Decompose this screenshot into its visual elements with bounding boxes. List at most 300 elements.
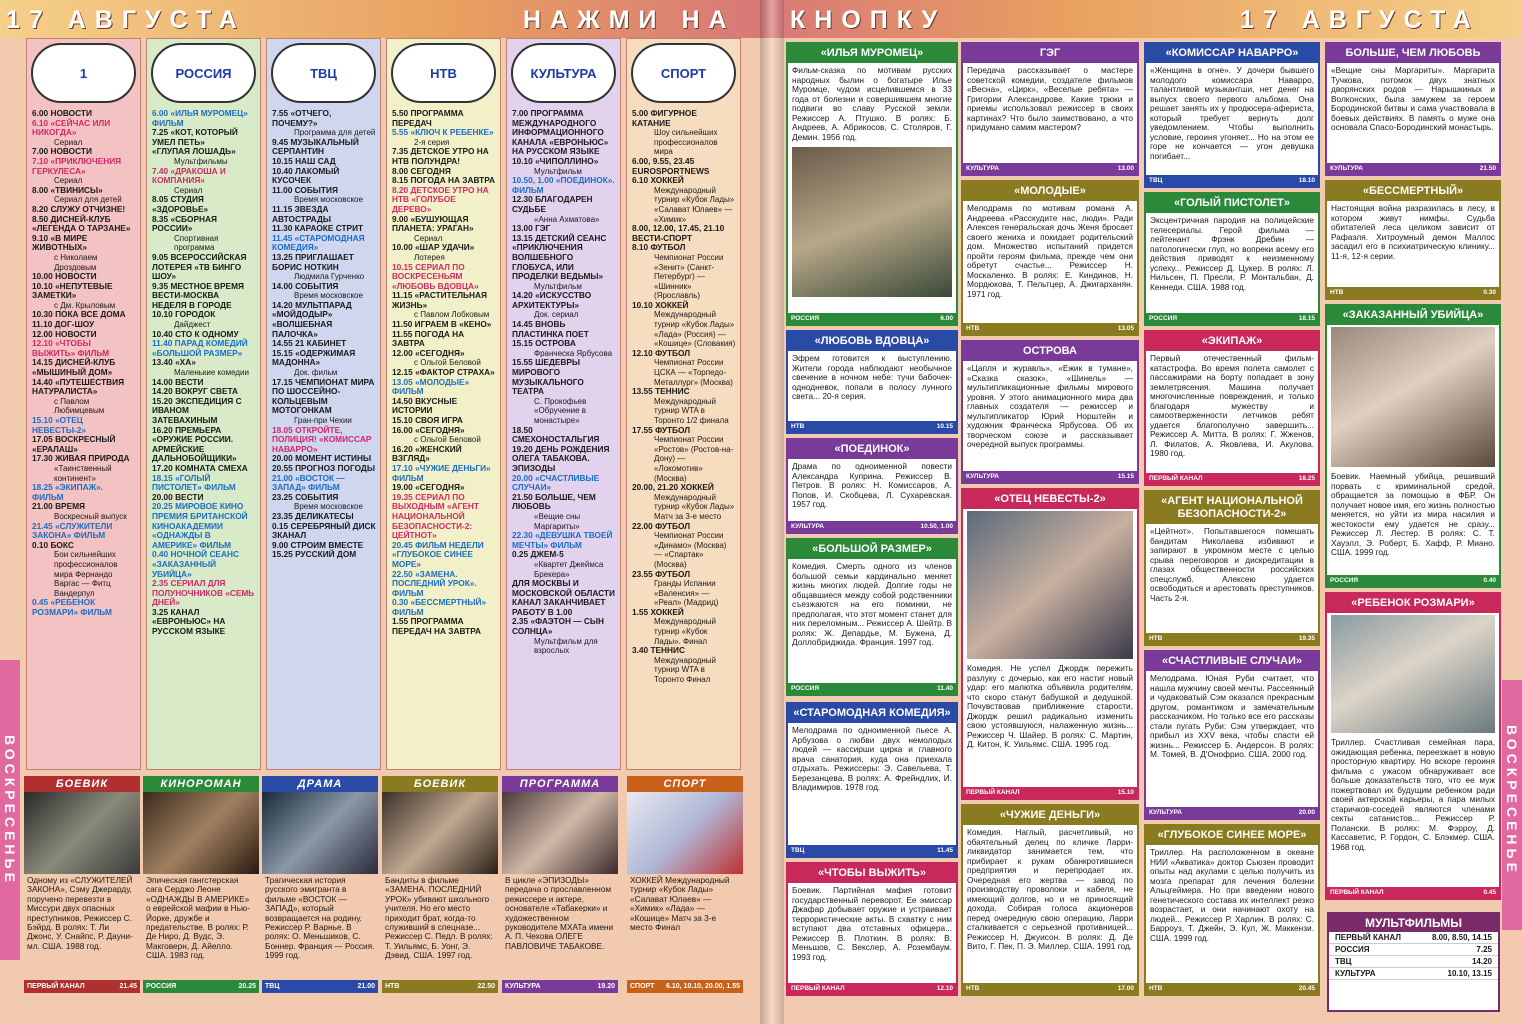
slogan-right: КНОПКУ	[790, 6, 947, 34]
channel-logo: КУЛЬТУРА	[511, 43, 616, 103]
program-item: 11.55 ПОГОДА НА ЗАВТРА	[392, 328, 465, 349]
program-item: 17.20 КОМНАТА СМЕХА	[152, 462, 248, 473]
genre-photo	[24, 792, 140, 874]
program-item: 18.15 «ГОЛЫЙ ПИСТОЛЕТ» ФИЛЬМ	[152, 472, 236, 493]
program-list	[507, 107, 620, 656]
card-title: «МОЛОДЫЕ»	[963, 182, 1137, 201]
program-item: 8.35 «СБОРНАЯ РОССИИ»	[152, 213, 217, 234]
program-note: с Ольгой Беловой	[414, 435, 481, 445]
program-item: 14.20 ВОКРУГ СВЕТА	[152, 386, 239, 397]
channel-logo: 1	[31, 43, 136, 103]
card-ekipazh	[1144, 330, 1320, 486]
card-text: Драма по одноименной повести Александра Куприна. Режиссер В. Петров. В ролях: Н. Комиссаров, А. Попов, И. Скобцева, Л. Сухаревская. 1957 год.	[792, 461, 952, 509]
card-text: Триллер. Счастливая семейная пара, ожидающая ребенка, переезжает в новую просторную квартиру. Но вскоре героиня фильма с ужасом обнаруживает все больше доказательств того, что ее муж пожертвовал их будущим ребенком ради своей актерской карьеры, а пара милых старичков-соседей являются членами секты сатанистов... Режиссер Р. Полански. В ролях: М. Фэрроу, Д. Кассаветис, Р. Гордон, С. Блэкмер. США. 1968 год.	[1331, 737, 1495, 852]
program-item: 1.55 ПРОГРАММА ПЕРЕДАЧ НА ЗАВТРА	[392, 616, 481, 637]
program-list	[27, 107, 140, 617]
card-text: Мелодрама по одноименной пьесе А. Арбузова о любви двух немолодых людей — кассирши цирка и главного врача санатория, куда она приехала отдыхать. Режиссеры: Э. Савельева, Т. Березанцева. В ролях: А. Фрейндлих, И. Владимиров. 1978 год.	[792, 725, 952, 792]
card-channel: ТВЦ	[1149, 177, 1163, 184]
genre-photo	[382, 792, 498, 874]
program-item: 6.00, 9.55, 23.45 EUROSPORTNEWS	[632, 155, 710, 176]
card-poedinok	[786, 438, 958, 534]
card-channel: НТВ	[1149, 635, 1163, 642]
program-item: 15.25 РУССКИЙ ДОМ	[272, 549, 357, 560]
program-note: «Квартет Джеймса Брекера»	[534, 559, 604, 579]
program-item: 6.00 «ИЛЬЯ МУРОМЕЦ» ФИЛЬМ	[152, 108, 248, 128]
genre-label: ДРАМА	[262, 776, 378, 792]
card-time: 20.45	[1298, 985, 1315, 992]
card-otec-nevesty	[961, 488, 1139, 800]
program-note: Сериал	[54, 176, 83, 186]
multfilms-title: МУЛЬТФИЛЬМЫ	[1329, 914, 1498, 932]
genre-channel: НТВ	[385, 983, 400, 990]
program-item: 21.45 «СЛУЖИТЕЛИ ЗАКОНА» ФИЛЬМ	[32, 520, 113, 541]
multfilms-row	[1329, 968, 1498, 980]
genre-photo	[262, 792, 378, 874]
program-item: 7.10 «ПРИКЛЮЧЕНИЯ ГЕРКУЛЕСА»	[32, 155, 122, 176]
program-item: 10.40 СТО К ОДНОМУ	[152, 328, 239, 339]
program-item: 13.55 ТЕННИС	[632, 386, 690, 397]
multfilms-channel: РОССИЯ	[1335, 945, 1370, 954]
card-rebenok-rozmari	[1325, 592, 1501, 900]
genre-footer	[24, 980, 140, 993]
program-item: 10.10 ГОРОДОК	[152, 309, 216, 320]
card-staromodnaya	[786, 702, 958, 858]
program-item: 20.55 ПРОГНОЗ ПОГОДЫ	[272, 462, 375, 473]
program-item: 20.00 «СЧАСТЛИВЫЕ СЛУЧАИ»	[512, 472, 600, 493]
program-item: 5.00 ФИГУРНОЕ КАТАНИЕ	[632, 108, 697, 128]
card-title: «ЗАКАЗАННЫЙ УБИЙЦА»	[1327, 306, 1499, 325]
program-item: 9.35 МЕСТНОЕ ВРЕМЯ ВЕСТИ-МОСКВА НЕДЕЛЯ В ГОРОДЕ	[152, 280, 244, 310]
program-item: 13.05 «МОЛОДЫЕ» ФИЛЬМ	[392, 376, 470, 397]
card-ostrova	[961, 340, 1139, 484]
card-title: «ЧТОБЫ ВЫЖИТЬ»	[788, 864, 956, 883]
program-item: 11.10 ДОГ-ШОУ	[32, 319, 95, 330]
program-note: Международный турнир «Кубок Лады» Матч за 3-е место	[654, 492, 735, 521]
card-text: «Цейтнот». Попытавшегося помешать бандитам Николаева избивают и запирают в укромном месте с целью срыва переговоров и дискредитации в глазах общественности российских спецслужб. Алексею удается освободиться и арестовать преступников. Часть 2-я.	[1150, 526, 1314, 603]
genre-text: В цикле «ЭПИЗОДЫ» передача о прославленном режиссере и актере, основателе «Табакерки» и художественном руководителе МХАТа имени А. П. Чехова ОЛЕГЕ ПАВЛОВИЧЕ ТАБАКОВЕ.	[505, 875, 614, 951]
program-list	[387, 107, 500, 637]
genre-time: 22.50	[477, 983, 495, 990]
card-channel: КУЛЬТУРА	[966, 473, 999, 480]
program-item: 9.10 «В МИРЕ ЖИВОТНЫХ»	[32, 232, 88, 253]
program-note: Бои сильнейших профессионалов мира Фернандо Варгас — Фитц Вандерпул	[54, 550, 118, 598]
program-item: 8.15 ПОГОДА НА ЗАВТРА	[392, 175, 496, 186]
card-gag	[961, 42, 1139, 176]
program-note: Шоу сильнейших профессионалов мира	[654, 128, 718, 157]
card-golyy-pistolet	[1144, 192, 1320, 326]
genre-label: БОЕВИК	[24, 776, 140, 792]
card-title: «БОЛЬШОЙ РАЗМЕР»	[788, 540, 956, 559]
card-text: Боевик. Партийная мафия готовит государственный переворот. Ее эмиссар Джафар добывает оружие и устраивает террористические акты. В схватку с ним вступают два отставных офицера... Режиссер В. Плоткин. В ролях: В. Меньшов, С. Векслер, А. Розембаум. 1993 год.	[792, 885, 952, 962]
program-item: 8.20 ДЕТСКОЕ УТРО НА НТВ «ГОЛУБОЕ ДЕРЕВО»	[392, 184, 489, 214]
card-title: «ГЛУБОКОЕ СИНЕЕ МОРЕ»	[1146, 826, 1318, 845]
card-channel: НТВ	[1330, 289, 1344, 296]
program-item: 8.00 «ТВИНИСЫ»	[32, 184, 103, 195]
channel-column	[26, 38, 141, 770]
program-item: 3.25 КАНАЛ «ЕВРОНЬЮС» НА РУССКОМ ЯЗЫКЕ	[152, 606, 226, 637]
program-item: 19.00 «СЕГОДНЯ»	[392, 482, 465, 493]
program-note: Сериал для детей	[54, 195, 122, 205]
channel-logo: ТВЦ	[271, 43, 376, 103]
movie-still-photo	[1331, 615, 1495, 733]
genre-label: КИНОРОМАН	[143, 776, 259, 792]
program-item: 10.00 «ШАР УДАЧИ»	[392, 242, 475, 253]
program-item: 8.20 СЛУЖУ ОТЧИЗНЕ!	[32, 203, 126, 214]
card-text: Мелодрама по мотивам романа А. Андреева «Расскудите нас, люди». Ради Алексея генеральская дочь Женя бросает своего жениха и покидает родительский дом. Множество испытаний придется пройти героям фильма, прежде чем они обретут счастье... Режиссер Н. Москаленко. В ролях: Е. Киндинов, Н. Мордюкова, Т. Пельтцер, А. Джигарханян. 1971 год.	[967, 203, 1133, 299]
program-item: 6.10 ХОККЕЙ	[632, 175, 684, 186]
card-time: 11.45	[937, 847, 953, 854]
card-text: «Женщина в огне». У дочери бывшего молодого комиссара Наварро, талантливой музыкантши, нет денег на выпуск своего первого альбома. Она решает занять их у продюсера-афериста, который требует вернуть долг уведомлением. Чтобы выполнить условие, героиня угоняет... Но на этом ее горе не кончается — угон девушка погибает...	[1150, 65, 1314, 161]
program-item: 21.00 ВРЕМЯ	[32, 501, 86, 512]
card-time: 17.00	[1117, 985, 1134, 992]
card-time: 15.10	[1117, 789, 1134, 796]
movie-still-photo	[792, 147, 952, 297]
program-item: 1.55 ХОККЕЙ	[632, 606, 684, 617]
card-time: 18.25	[1298, 475, 1315, 482]
program-item: 10.10 «ЧИПОЛЛИНО»	[512, 155, 599, 166]
program-item: 14.00 ВЕСТИ	[152, 376, 204, 387]
program-item: 8.10 ФУТБОЛ	[632, 242, 686, 253]
movie-still-photo	[1331, 327, 1495, 467]
program-note: Программа для детей	[294, 128, 376, 138]
card-text: Настоящая война разразилась в лесу, в котором живут нимфы. Судьба обитателей леса целиком зависит от Рафаэля. Хитроумный демон Маллос засадил его в психиатрическую клинику... 11-я, 12-я серии.	[1331, 203, 1495, 261]
program-item: 12.00 «СЕГОДНЯ»	[392, 347, 465, 358]
program-note: Время московское	[294, 195, 363, 205]
channel-logo: РОССИЯ	[151, 43, 256, 103]
card-channel: ПЕРВЫЙ КАНАЛ	[966, 789, 1020, 796]
card-time: 12.10	[936, 985, 953, 992]
program-item: ДЛЯ МОСКВЫ И МОСКОВСКОЙ ОБЛАСТИ КАНАЛ ЗАКАНЧИВАЕТ РАБОТУ В 1.00	[512, 578, 615, 617]
program-note: Чемпионат России «Зенит» (Санкт-Петербург) — «Шинник» (Ярославль)	[654, 252, 724, 301]
card-title: «ОТЕЦ НЕВЕСТЫ-2»	[963, 490, 1137, 509]
program-item: 20.25 МИРОВОЕ КИНО ПРЕМИЯ БРИТАНСКОЙ КИНОАКАДЕМИИ «ОДНАЖДЫ В АМЕРИКЕ» ФИЛЬМ	[152, 501, 248, 550]
card-text: Эксцентричная пародия на полицейские телесериалы. Герой фильма — лейтенант Фрэнк Дребин — патологически глуп, но вопреки всему его действия приводят к неизменному успеху... Режиссер Д. Цукер. В ролях: Л. Нильсен, П. Пресли, Р. Монтальбан, Д. Кеннеди. США. 1988 год.	[1150, 215, 1314, 292]
program-note: «Вещие сны Маргариты»	[534, 511, 581, 531]
multfilms-row	[1329, 944, 1498, 956]
card-text: Комедия. Смерть одного из членов большой семьи кардинально меняет жизнь многих людей. Долгие годы не общавшиеся между собой родственники съезжаются на его поминки, не предполагая, что этот момент станет для них переломным... Режиссер А. Шейтр. В ролях: Ж. Депардье, М. Бужена, Д. Доллобриджида. Франция. 1997 год.	[792, 561, 952, 647]
program-note: Мультфильмы	[174, 156, 228, 166]
program-item: 11.30 КАРАОКЕ СТРИТ	[272, 223, 364, 234]
program-item: 19.35 СЕРИАЛ ПО ВЫХОДНЫМ «АГЕНТ НАЦИОНАЛЬНОЙ БЕЗОПАСНОСТИ-2: ЦЕЙТНОТ»	[392, 491, 479, 541]
program-item: 10.15 НАШ САД	[272, 155, 336, 166]
card-time: 0.30	[1483, 289, 1496, 296]
card-time: 6.00	[940, 315, 953, 322]
program-item: 12.10 ФУТБОЛ	[632, 347, 691, 358]
program-note: Международный турнир WTA в Торонто 1/2 финала	[654, 396, 729, 425]
side-word-left: ВОСКРЕСЕНЬЕ	[2, 734, 18, 886]
card-channel: РОССИЯ	[1330, 577, 1359, 584]
program-item: 9.45 МУЗЫКАЛЬНЫЙ СЕРПАНТИН	[272, 136, 359, 157]
program-note: Спортивная программа	[174, 233, 219, 253]
card-time: 10.50, 1.00	[920, 523, 953, 530]
program-item: 13.00 ГЭГ	[512, 223, 551, 234]
multfilms-channel: ТВЦ	[1335, 957, 1352, 966]
card-chtoby-vyzhit	[786, 862, 958, 996]
genre-footer	[627, 980, 743, 993]
program-item: 0.15 СЕРЕБРЯНЫЙ ДИСК	[272, 520, 376, 531]
genre-text: Одному из «СЛУЖИТЕЛЕЙ ЗАКОНА», Сэму Джерарду, поручено перевезти в Миссури двух опасных преступников. Режиссер С. Бэйрд. В ролях: Т. Ли Джонс, У. Снайпс, Р. Дауни-мл. США. 1988 год.	[27, 875, 133, 951]
multfilms-channel: ПЕРВЫЙ КАНАЛ	[1335, 933, 1401, 942]
program-item: 20.00 ВЕСТИ	[152, 491, 204, 502]
program-list	[627, 107, 740, 685]
program-note: Международный турнир «Кубок Лады» «Салават Юлаев» — «Химик»	[654, 185, 735, 224]
program-item: 10.10 «НЕПУТЕВЫЕ ЗАМЕТКИ»	[32, 280, 113, 301]
program-note: Сериал	[54, 137, 83, 147]
program-item: 5.55 «КЛЮЧ К РЕБЕНКЕ»	[392, 127, 494, 138]
program-note: Лотерея	[414, 252, 445, 262]
program-note: Док. фильм	[294, 368, 338, 378]
card-title: «ЭКИПАЖ»	[1146, 332, 1318, 351]
card-time: 21.50	[1479, 165, 1496, 172]
program-item: 19.20 ДЕНЬ РОЖДЕНИЯ ОЛЕГА ТАБАКОВА. ЭПИЗОДЫ	[512, 443, 610, 473]
multfilms-time: 14.20	[1471, 957, 1492, 966]
genre-label: БОЕВИК	[382, 776, 498, 792]
card-text: Мелодрама. Юная Руби считает, что нашла мужчину своей мечты. Рассеянный и чудаковатый Сэм оказался прекрасным другом, романтиком и замечательным рассказчиком. Но только все его рассказы стали пугать Руби: Сэм утверждает, что прибыл из XXV века, чтобы спасти ей жизнь... Режиссер Б. Андерсон. В ролях: М. Томей, В. Д'Онофрио. США. 2000 год.	[1150, 673, 1314, 759]
program-item: 8.00 СЕГОДНЯ	[392, 165, 451, 176]
program-note: с Дм. Крыловым	[54, 300, 116, 310]
multfilms-time: 8.00, 8.50, 14.15	[1431, 933, 1492, 942]
program-item: 23.35 ДЕЛИКАТЕСЫ	[272, 510, 354, 521]
card-title: «ИЛЬЯ МУРОМЕЦ»	[788, 44, 956, 63]
card-time: 0.45	[1483, 889, 1496, 896]
card-title: ГЭГ	[963, 44, 1137, 63]
card-channel: КУЛЬТУРА	[1149, 809, 1182, 816]
card-time: 15.15	[1117, 473, 1134, 480]
multfilms-row	[1329, 932, 1498, 944]
card-title: «РЕБЕНОК РОЗМАРИ»	[1327, 594, 1499, 613]
card-bolshe-chem-lyubov	[1325, 42, 1501, 176]
program-item: 2.35 СЕРИАЛ ДЛЯ ПОЛУНОЧНИКОВ «СЕМЬ ДНЕЙ»	[152, 578, 255, 608]
program-item: 7.35 ДЕТСКОЕ УТРО НА НТВ ПОЛУНДРА!	[392, 146, 489, 166]
card-text: «Цапля и журавль», «Ежик в тумане», «Сказка сказок», «Шинель» — мультипликационные фильмы мирового уровня. У этого анимационного мира два главных создателя — режиссер и мультипликатор Юрий Норштейн и художник Франческа Ярбусова. Об их творческом союзе и рассказывает очередной выпуск программы.	[967, 363, 1133, 449]
card-bolshoy-razmer	[786, 538, 958, 696]
card-channel: НТВ	[791, 423, 805, 430]
program-item: 16.20 «ЖЕНСКИЙ ВЗГЛЯД»	[392, 443, 462, 464]
program-item: 0.10 БОКС	[32, 539, 74, 550]
program-item: 15.20 ЭКСПЕДИЦИЯ С ИВАНОМ ЗАТЕВАХИНЫМ	[152, 395, 242, 425]
card-chuzhie-dengi	[961, 804, 1139, 996]
genre-time: 21.00	[357, 983, 375, 990]
program-item: 8.05 СТУДИЯ «ЗДОРОВЬЕ»	[152, 194, 209, 214]
program-note: с Ольгой Беловой	[414, 358, 481, 368]
card-channel: НТВ	[1149, 985, 1163, 992]
genre-text: Трагическая история русского эмигранта в фильме «ВОСТОК — ЗАПАД», который возвращается на родину. Режиссер Р. Варнье. В ролях: О. Меньшиков, С. Боннер. Франция — Россия. 1999 год.	[265, 875, 375, 961]
card-glubokoe-more	[1144, 824, 1320, 996]
genre-text: Бандиты в фильме «ЗАМЕНА. ПОСЛЕДНИЙ УРОК» убивают школьного учителя. Но его место приходит брат, когда-то служивший в спецназе... Режиссер С. Педл. В ролях: Т. Уильямс, Б. Уонг, Э. Дэвид. США. 1997 год.	[385, 875, 493, 961]
program-item: 21.00 «ВОСТОК — ЗАПАД» ФИЛЬМ	[272, 472, 345, 493]
genre-text: ХОККЕЙ Международный турнир «Кубок Лады» «Салават Юлаев» — «Химик» «Лада» — «Кошице» Матч за 3-е место Финал	[630, 875, 730, 933]
card-title: «СТАРОМОДНАЯ КОМЕДИЯ»	[788, 704, 956, 723]
program-note: 2-я серия	[414, 137, 450, 147]
card-time: 11.40	[937, 685, 953, 692]
card-channel: ПЕРВЫЙ КАНАЛ	[1330, 889, 1384, 896]
program-item: 8.50 ДИСНЕЙ-КЛУБ «ЛЕГЕНДА О ТАРЗАНЕ»	[32, 213, 131, 234]
card-title: ОСТРОВА	[963, 342, 1137, 361]
card-time: 13.00	[1117, 165, 1134, 172]
card-channel: РОССИЯ	[791, 315, 820, 322]
program-note: Воскресный выпуск	[54, 511, 127, 521]
program-item: 11.45 «СТАРОМОДНАЯ КОМЕДИЯ»	[272, 232, 365, 253]
multfilms-row	[1329, 956, 1498, 968]
program-item: 9.05 ВСЕРОССИЙСКАЯ ЛОТЕРЕЯ «ТВ БИНГО ШОУ»	[152, 251, 247, 282]
program-item: 0.45 «РЕБЕНОК РОЗМАРИ» ФИЛЬМ	[32, 597, 112, 617]
program-item: 13.25 ПРИГЛАШАЕТ БОРИС НОТКИН	[272, 251, 354, 272]
program-note: Гранды Испании «Валенсия» — «Реал» (Мадрид)	[654, 579, 719, 608]
card-title: «БЕССМЕРТНЫЙ»	[1327, 182, 1499, 201]
card-channel: НТВ	[966, 325, 980, 332]
card-text: Комедия. Наглый, расчетливый, но обаятельный делец по кличке Ларри-ликвидатор занимается тем, что прибирает к рукам обанкротившиеся предприятия и перепродает их. Очередная его жертва — завод по производству проволоки и кабеля, не имеющий долгов, но и не приносящий дохода. Собирая голоса акционеров перед очередную свою операцию, Ларри сталкивается с серьезной противницей... Режиссер Н. Джуисон. В ролях: Д. Де Вито, Г. Пек, П. Э. Миллер. США. 1991 год.	[967, 827, 1133, 951]
program-item: 9.00 СТРОИМ ВМЕСТЕ	[272, 539, 364, 550]
program-note: Сериал	[174, 185, 203, 195]
program-item: 14.20 МУЛЬТПАРАД «МОЙДОДЫР» «ВОЛШЕБНАЯ ПАЛОЧКА»	[272, 299, 352, 339]
program-note: Время московское	[294, 502, 363, 512]
card-title: «ГОЛЫЙ ПИСТОЛЕТ»	[1146, 194, 1318, 213]
program-item: 20.00, 21.20 ХОККЕЙ	[632, 482, 714, 493]
card-title: «КОМИССАР НАВАРРО»	[1146, 44, 1318, 63]
program-item: 7.25 «КОТ, КОТОРЫЙ УМЕЛ ПЕТЬ»	[152, 127, 238, 147]
program-item: 18.50 СМЕХОНОСТАЛЬГИЯ	[512, 424, 600, 445]
program-note: С. Прокофьев «Обручение в монастыре»	[534, 396, 587, 425]
program-note: с Николаем Дроздовым	[54, 252, 98, 272]
card-text: Триллер. На расположенном в океане НИИ «Акватика» доктор Сьюзен проводит опыты над акулами с целью получить из мозга препарат для лечения болезни Альцгеймера. Но при введении нового генетического состава их интеллект резко возрастает, и они начинают охоту на людей... Режиссер Р. Харлин. В ролях: С. Барроуз, Т. Джейн, Э. Кул, Ж. Маккензи. США. 1999 год.	[1150, 847, 1314, 943]
program-item: 22.30 «ДЕВУШКА ТВОЕЙ МЕЧТЫ» ФИЛЬМ	[512, 530, 613, 550]
card-time: 20.00	[1298, 809, 1315, 816]
program-note: Франческа Ярбусова	[534, 348, 613, 358]
program-item: «ГЛУПАЯ ЛОШАДЬ»	[152, 146, 236, 157]
program-note: Людмила Гурченко	[294, 272, 365, 282]
program-item: 18.25 «ЭКИПАЖ». ФИЛЬМ	[32, 482, 103, 502]
multfilms-time: 10.10, 13.15	[1447, 969, 1492, 978]
program-item: 21.50 БОЛЬШЕ, ЧЕМ ЛЮБОВЬ	[512, 491, 596, 512]
channel-logo: СПОРТ	[631, 43, 736, 103]
card-channel: КУЛЬТУРА	[791, 523, 824, 530]
program-item: 7.55 «ОТЧЕГО, ПОЧЕМУ?»	[272, 108, 332, 128]
program-note: Международный турнир WTA в Торонто Финал	[654, 655, 717, 685]
program-item: 14.50 ВКУСНЫЕ ИСТОРИИ	[392, 395, 458, 416]
program-item: 11.50 ИГРАЕМ В «КЕНО»	[392, 319, 492, 330]
program-item: 8.00, 12.00, 17.45, 21.10 ВЕСТИ-СПОРТ	[632, 223, 725, 243]
card-komissar-navarro	[1144, 42, 1320, 188]
genre-footer	[382, 980, 498, 993]
program-item: 17.30 ЖИВАЯ ПРИРОДА	[32, 453, 130, 464]
program-item: 15.15 «ОДЕРЖИМАЯ МАДОННА»	[272, 347, 356, 368]
multfilms-channel: КУЛЬТУРА	[1335, 969, 1376, 978]
genre-channel: ПЕРВЫЙ КАНАЛ	[27, 983, 85, 990]
genre-photo	[502, 792, 618, 874]
channel-column	[626, 38, 741, 770]
program-item: 14.00 СОБЫТИЯ	[272, 280, 339, 291]
program-item: 18.05 ОТКРОЙТЕ, ПОЛИЦИЯ! «КОМИССАР НАВАРРО»	[272, 424, 372, 454]
program-item: 11.15 «РАСТИТЕЛЬНАЯ ЖИЗНЬ»	[392, 290, 487, 310]
genre-time: 21.45	[119, 983, 137, 990]
card-text: Первый отечественный фильм-катастрофа. Во время полета самолет с пассажирами на борту попадает в зону землетрясения. Машина получает многочисленные повреждения, и только благодаря мужеству и самоотверженности летчиков ребят удается благополучно завершить... Режиссер А. Митта. В ролях: Г. Жженов, Л. Филатов, А. Яковлева, И. Акулова. 1980 год.	[1150, 353, 1314, 458]
card-channel: РОССИЯ	[791, 685, 820, 692]
genre-footer	[502, 980, 618, 993]
multfilms-time: 7.25	[1476, 945, 1492, 954]
card-bessmertnyy	[1325, 180, 1501, 300]
program-item: 12.10 «ЧТОБЫ ВЫЖИТЬ» ФИЛЬМ	[32, 338, 110, 358]
card-molodye	[961, 180, 1139, 336]
program-item: 15.10 «ОТЕЦ НЕВЕСТЫ-2»	[32, 415, 87, 435]
program-item: 16.20 ПРЕМЬЕРА «ОРУЖИЕ РОССИИ. АРМЕЙСКИЕ ДАЛЬНОБОЙЩИКИ»	[152, 424, 237, 464]
card-text: Комедия. Не успел Джордж пережить разлуку с дочерью, как его настиг новый удар: его малютка объявила родителям, что скоро станут бабушкой и дедушкой. Почувствовав приближение старости, Джордж решил радикально изменить свою устоявшуюся, налаженную жизнь... Режиссер Ч. Шайер. В ролях: С. Мартин, Д. Китон, К. Уильямс. США. 1995 год.	[967, 663, 1133, 749]
genre-time: 19.20	[597, 983, 615, 990]
program-note: Мультфильм	[534, 166, 582, 176]
program-item: 5.50 ПРОГРАММА ПЕРЕДАЧ	[392, 108, 464, 128]
card-text: Боевик. Наемный убийца, решивший порвать с криминальной средой, обращается за помощью в ФБР. Он получает новое имя, его жизнь полностью меняется, но уйти из мира насилия и жестокости ему удается не сразу... Режиссер Л. Лестер. В ролях: С. Т. Хауэлл, Э. Роберт, Б. Хафф, Р. Миано. США. 1999 год.	[1331, 471, 1495, 557]
card-schastlivye-sluchai	[1144, 650, 1320, 820]
program-item: 14.45 ВНОВЬ ПЛАСТИНКА ПОЕТ	[512, 319, 589, 339]
genre-photo	[143, 792, 259, 874]
genre-text: Эпическая гангстерская сага Серджо Леоне «ОДНАЖДЫ В АМЕРИКЕ» о еврейской мафии в Нью-Йорке, дружбе и предательстве. В ролях: Р. Де Ниро, Д. Вудс, Э. Макговерн, Д. Айелло. США. 1983 год.	[146, 875, 250, 961]
program-item: 10.00 НОВОСТИ	[32, 271, 97, 282]
card-text: «Вещие сны Маргариты». Маргарита Тучкова, потомок двух знатных дворянских родов — Нарышкиных и Волконских, была замужем за героем Бородинской битвы и сама участвовала в боевых действиях. В память о муже она основала Спасо-Бородинский монастырь.	[1331, 65, 1495, 132]
date-right: 17 АВГУСТА	[1240, 6, 1480, 34]
card-lyubov-vdovca	[786, 330, 958, 434]
program-item: ЗКАНАЛ	[272, 530, 307, 541]
program-item: 16.00 «СЕГОДНЯ»	[392, 424, 465, 435]
card-zakazannyy-ubiyca	[1325, 304, 1501, 588]
program-item: 7.00 НОВОСТИ	[32, 146, 92, 157]
program-item: 3.40 ТЕННИС	[632, 645, 685, 656]
program-item: 14.15 ДИСНЕЙ-КЛУБ «МЫШИНЫЙ ДОМ»	[32, 357, 116, 378]
genre-channel: КУЛЬТУРА	[505, 983, 541, 990]
program-item: 14.40 «ПУТЕШЕСТВИЯ НАТУРАЛИСТА»	[32, 376, 125, 397]
program-item: 20.45 ФИЛЬМ НЕДЕЛИ «ГЛУБОКОЕ СИНЕЕ МОРЕ»	[392, 539, 484, 569]
program-note: Дайджест	[174, 320, 211, 330]
program-item: 10.15 СЕРИАЛ ПО ВОСКРЕСЕНЬЯМ «ЛЮБОВЬ ВДОВЦА»	[392, 261, 479, 291]
genre-channel: ТВЦ	[265, 983, 280, 990]
genre-time: 20.25	[238, 983, 256, 990]
card-channel: НТВ	[966, 985, 980, 992]
program-item: 14.55 21 КАБИНЕТ	[272, 338, 347, 349]
genre-footer	[143, 980, 259, 993]
page-fold	[760, 0, 784, 1024]
date-left: 17 АВГУСТА	[6, 6, 246, 34]
card-time: 19.35	[1298, 635, 1315, 642]
program-item: 6.00 НОВОСТИ	[32, 108, 92, 118]
program-item: 0.30 «БЕССМЕРТНЫЙ» ФИЛЬМ	[392, 597, 487, 617]
program-item: 15.10 СВОЯ ИГРА	[392, 415, 463, 425]
program-item: 12.15 «ФАКТОР СТРАХА»	[392, 367, 495, 378]
program-item: 11.40 ПАРАД КОМЕДИЙ «БОЛЬШОЙ РАЗМЕР»	[152, 338, 248, 358]
program-item: 11.00 СОБЫТИЯ	[272, 184, 338, 195]
genre-time: 6.10, 10.10, 20.00, 1.55	[666, 983, 740, 990]
program-note: Док. сериал	[534, 310, 579, 320]
program-item: 22.00 ФУТБОЛ	[632, 520, 691, 531]
program-note: Маленькие комедии	[174, 368, 249, 378]
program-note: Мультфильм для взрослых	[534, 636, 598, 656]
genre-footer	[262, 980, 378, 993]
channel-column	[266, 38, 381, 770]
program-item: 7.00 ПРОГРАММА МЕЖДУНАРОДНОГО ИНФОРМАЦИОННОГО КАНАЛА «ЕВРОНЬЮС» НА РУССКОМ ЯЗЫКЕ	[512, 108, 609, 157]
card-agent	[1144, 490, 1320, 646]
card-channel: ПЕРВЫЙ КАНАЛ	[1149, 475, 1203, 482]
card-ilya	[786, 42, 958, 326]
program-item: 0.40 НОЧНОЙ СЕАНС «ЗАКАЗАННЫЙ УБИЙЦА»	[152, 549, 239, 579]
program-note: Международный турнир «Кубок Лады». Финал	[654, 617, 717, 646]
program-note: Гран-при Чехии	[294, 416, 352, 425]
card-time: 10.15	[936, 423, 953, 430]
card-text: Фильм-сказка по мотивам русских народных былин о богатыре Илье Муромце, чудом исцелившемся в 33 года от болезни и совершившем многие подвиги во славу Русской земли. Режиссер А. Птушко. В ролях: Б. Андреев, А. Абрикосов, С. Столяров, Г. Демин. 1956 год.	[792, 65, 952, 142]
card-title: «ПОЕДИНОК»	[788, 440, 956, 459]
program-item: 13.15 ДЕТСКИЙ СЕАНС «ПРИКЛЮЧЕНИЯ ВОЛШЕБНОГО ГЛОБУСА, ИЛИ ПРОДЕЛКИ ВЕДЬМЫ»	[512, 232, 607, 282]
program-item: 12.30 БЛАГОДАРЕН СУДЬБЕ	[512, 194, 593, 214]
card-text: Эфрем готовится к выступлению. Жители города наблюдают необычное свечение в ночном небе: тучи бабочек-однодневок, попали в полосу лунного света... 20-я серия.	[792, 353, 952, 401]
program-item: 10.40 ЛАКОМЫЙ КУСОЧЕК	[272, 165, 340, 186]
channel-column	[386, 38, 501, 770]
program-item: 20.00 МОМЕНТ ИСТИНЫ	[272, 453, 372, 464]
